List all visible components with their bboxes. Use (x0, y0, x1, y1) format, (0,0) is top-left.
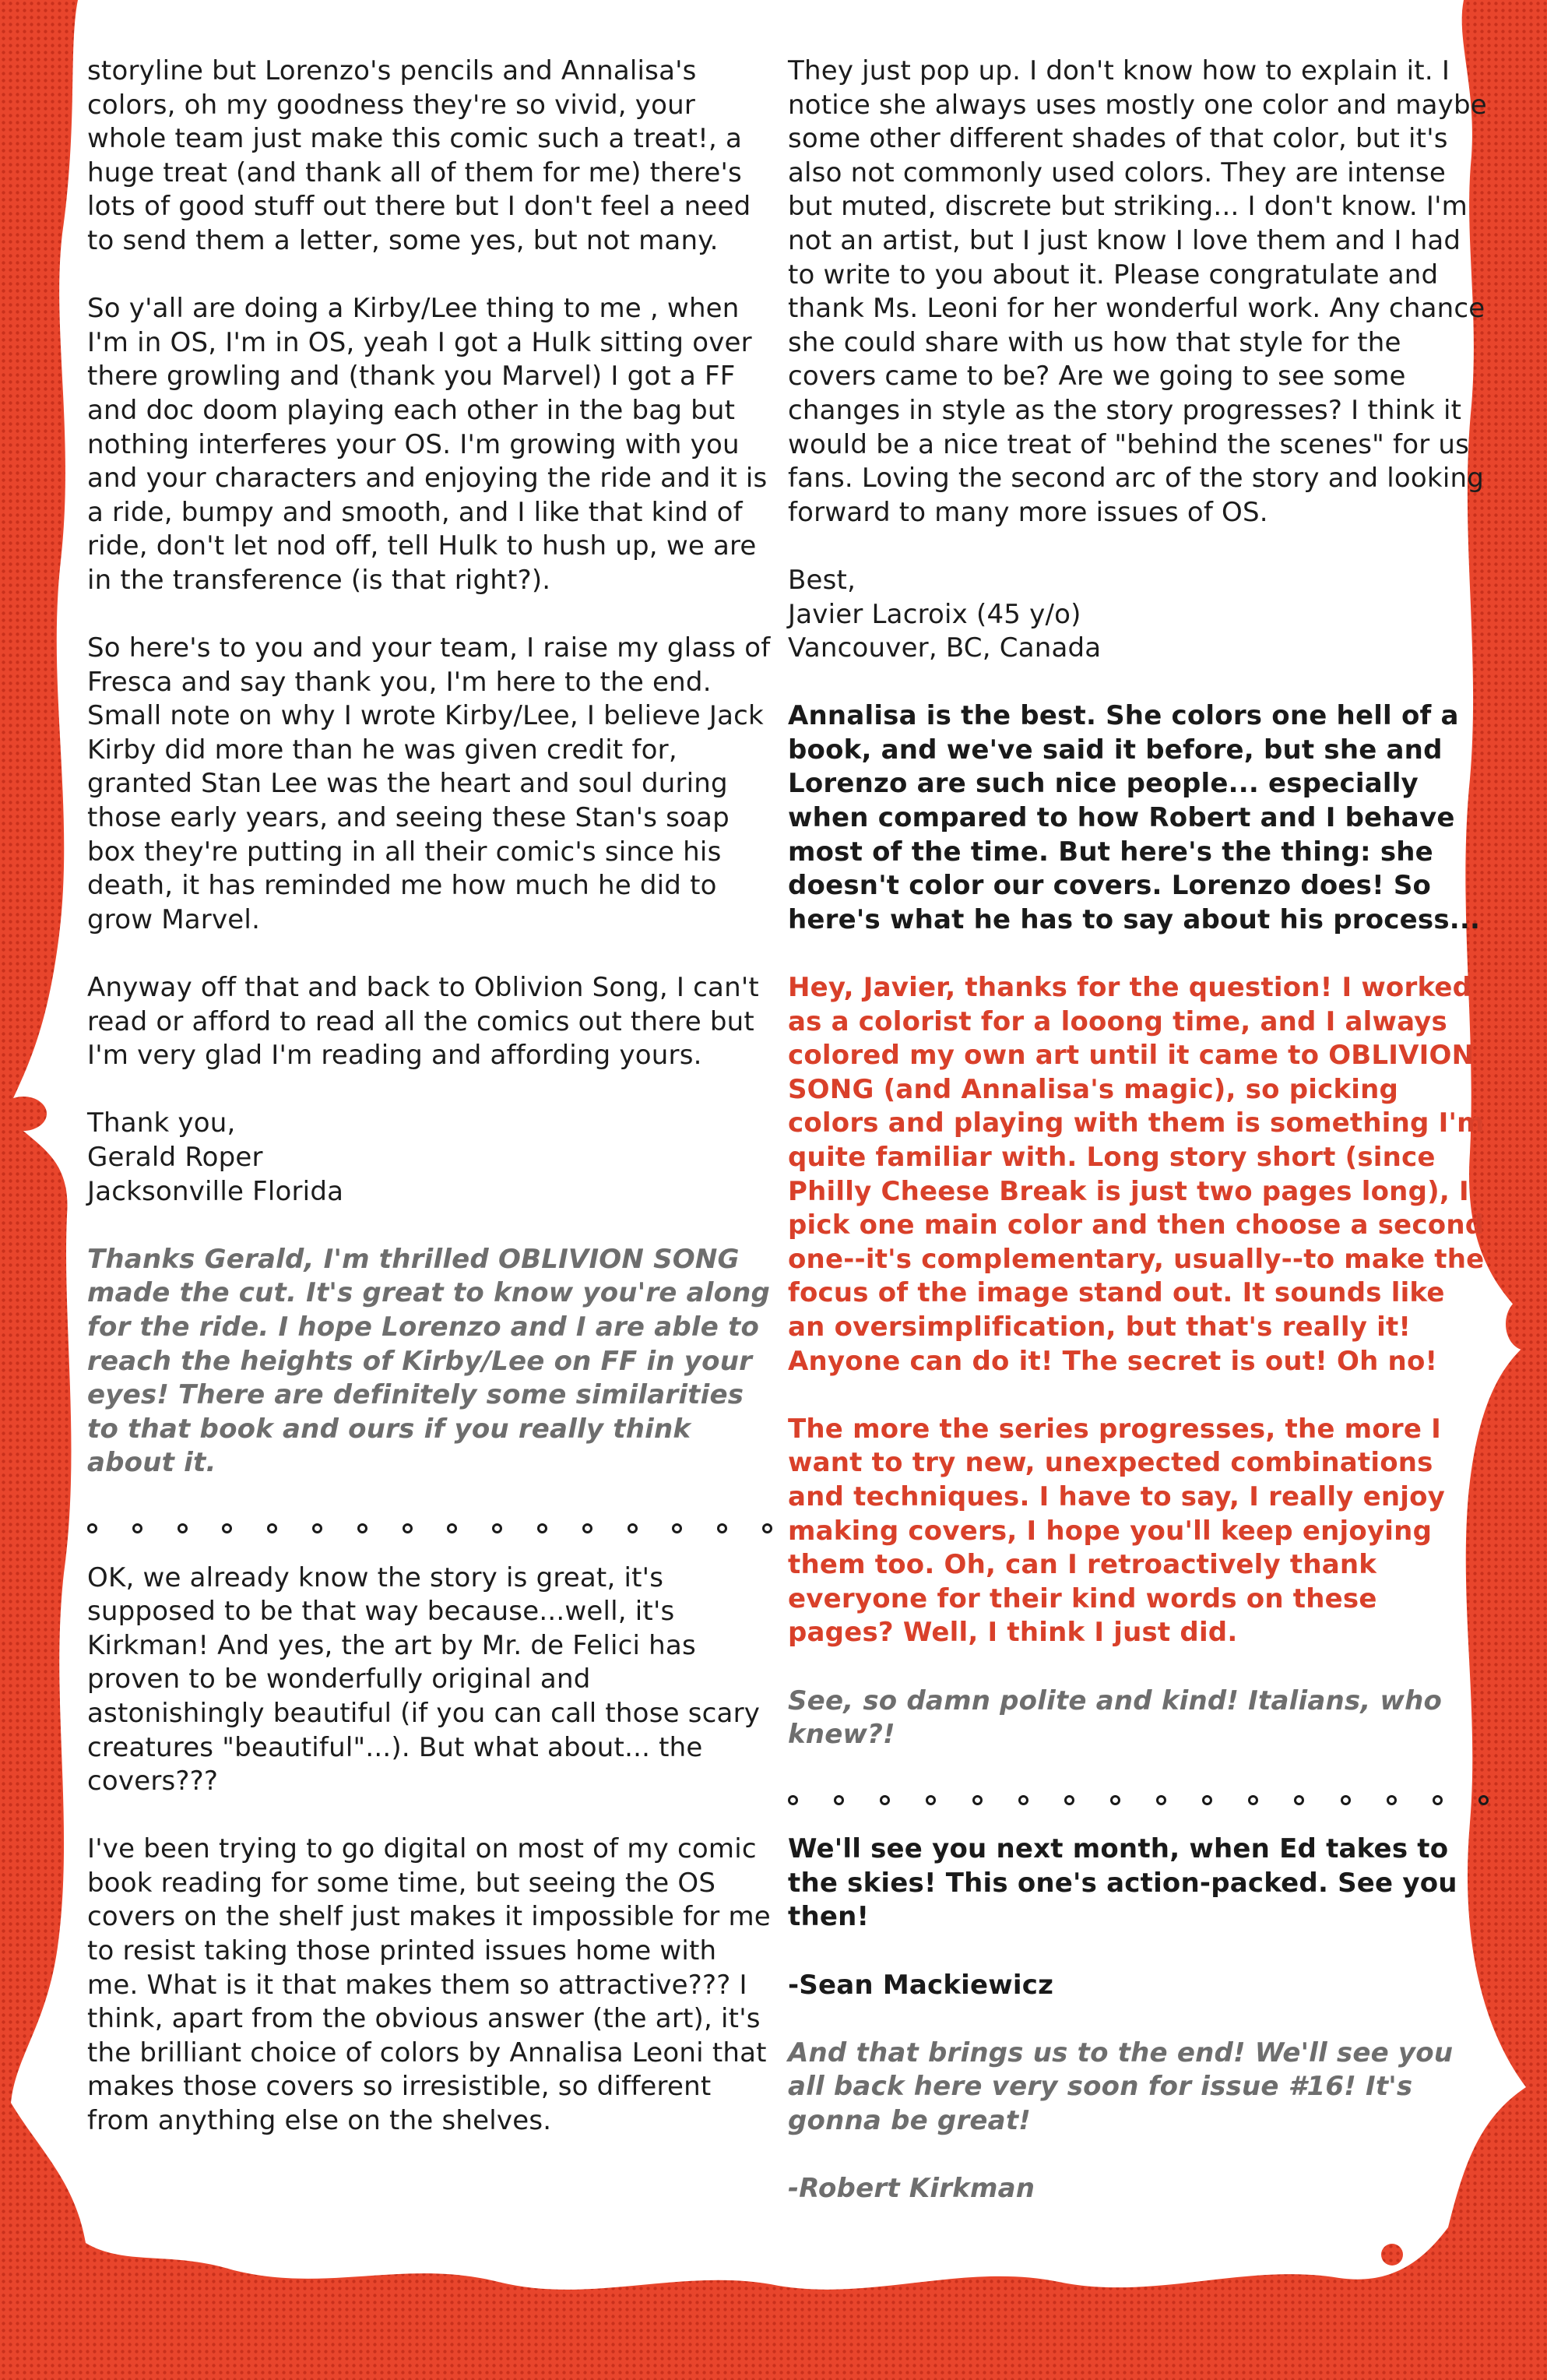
divider-dot (1294, 1795, 1304, 1805)
divider-dot (582, 1523, 592, 1533)
left-column (87, 55, 772, 2172)
splatter-droplet (1381, 2244, 1403, 2266)
divider-dot (1248, 1795, 1258, 1805)
right-column (788, 55, 1489, 2240)
letter2-signature (788, 564, 1489, 666)
divider-dot (1018, 1795, 1028, 1805)
divider-dot (972, 1795, 983, 1805)
divider-dot (1341, 1795, 1351, 1805)
divider-dot (628, 1523, 638, 1533)
divider-dot (178, 1523, 188, 1533)
letter1-paragraph: storyline but Lorenzo's pencils and Annalisa's colors, oh my goodness they're so vivid, your whole team just make this comic such a treat!, a huge treat (and thank all of them for me) there's lots of good stuff out there but I don't feel a need to send them a letter, some yes, but not many. (87, 55, 751, 256)
editor-reply: Annalisa is the best. She colors one hell of a book, and we've said it before, but she and Lorenzo are such nice people... especially when compared to how Robert and I behave most of the time. But here's the thing: she doesn't color our covers. Lorenzo does! So here's what he has to say about his process... (788, 700, 1481, 935)
letter1-sign-off: Thank you, (87, 1107, 236, 1139)
letter2-paragraph: They just pop up. I don't know how to explain it. I notice she always uses mostly one color and maybe some other different shades of that color, but it's also not commonly used colors. They are intense but muted, discrete but striking... I don't know. I'm not an artist, but I just know I love them and I had to write to you about it. Please congratulate and thank Ms. Leoni for her wonderful work. Any chance she could share with us how that style for the covers came to be? Are we going to see some changes in style as the story progresses? I think it would be a nice treat of "behind the scenes" for us fans. Loving the second arc of the story and looking forward to many more issues of OS. (788, 55, 1487, 528)
signature-robert: -Robert Kirkman (788, 2173, 1035, 2205)
letter2-paragraph: I've been trying to go digital on most of my comic book reading for some time, but seeing the OS covers on the shelf just makes it impossible for me to resist taking those printed issues home with me. What is it that makes them so attractive??? I think, apart from the obvious answer (the art), it's the brilliant choice of colors by Annalisa Leoni that makes those covers so irresistible, so different from anything else on the shelves. (87, 1833, 771, 2137)
letter1-name: Gerald Roper (87, 1142, 263, 1173)
divider-dot (222, 1523, 232, 1533)
splatter-droplet (1394, 2293, 1437, 2336)
letter2-sign-off: Best, (788, 564, 856, 596)
letter1-paragraph: Anyway off that and back to Oblivion Song, I can't read or afford to read all the comics out there but I'm very glad I'm reading and affording yours. (87, 972, 759, 1072)
divider-dot (1478, 1795, 1489, 1805)
letter2-location: Vancouver, BC, Canada (788, 632, 1102, 664)
splatter-blob (1506, 1297, 1546, 1350)
divider-dot (1202, 1795, 1212, 1805)
section-divider (788, 1786, 1489, 1814)
divider-dot (312, 1523, 322, 1533)
closing-note: And that brings us to the end! We'll see you all back here very soon for issue #16! It's gonna be great! (788, 2037, 1454, 2137)
divider-dot (762, 1523, 772, 1533)
letter1-paragraph: So here's to you and your team, I raise my glass of Fresca and say thank you, I'm here to the end. Small note on why I wrote Kirby/Lee, I believe Jack Kirby did more than he was given credit for, granted Stan Lee was the heart and soul during those early years, and seeing these Stan's soap box they're putting in all their comic's since his death, it has reminded me how much he did to grow Marvel. (87, 632, 771, 935)
splatter-droplet (149, 2305, 178, 2333)
divider-dot (834, 1795, 844, 1805)
editor-reply: See, so damn polite and kind! Italians, who knew?! (788, 1685, 1443, 1751)
divider-dot (267, 1523, 277, 1533)
divider-dot (403, 1523, 413, 1533)
divider-dot (537, 1523, 547, 1533)
artist-reply: The more the series progresses, the more I want to try new, unexpected combinations and techniques. I have to say, I really enjoy making covers, I hope you'll keep enjoying them too. Oh, can I retroactively thank everyone for their kind words on these pages? Well, I think I just did. (788, 1413, 1446, 1649)
divider-dot (926, 1795, 936, 1805)
divider-dot (1433, 1795, 1443, 1805)
divider-dot (1156, 1795, 1166, 1805)
divider-dot (788, 1795, 798, 1805)
divider-dot (87, 1523, 97, 1533)
divider-dot (132, 1523, 142, 1533)
divider-dot (492, 1523, 502, 1533)
signature-sean: -Sean Mackiewicz (788, 1969, 1054, 2001)
letter1-signature (87, 1107, 772, 1209)
divider-dot (447, 1523, 457, 1533)
divider-dot (672, 1523, 682, 1533)
letter2-paragraph: OK, we already know the story is great, it's supposed to be that way because...well, it's Kirkman! And yes, the art by Mr. de Felici has proven to be wonderfully original and astonishingly beautiful (if you can call those scary creatures "beautiful"...). But what about... the covers??? (87, 1561, 761, 1797)
divider-dot (1387, 1795, 1397, 1805)
splatter-blob (0, 1097, 47, 1131)
divider-dot (1064, 1795, 1074, 1805)
divider-dot (357, 1523, 367, 1533)
letter1-paragraph: So y'all are doing a Kirby/Lee thing to me , when I'm in OS, I'm in OS, yeah I got a Hulk sitting over there growling and (thank you Marvel) I got a FF and doc doom playing each other in the bag but nothing interferes your OS. I'm growing with you and your characters and enjoying the ride and it is a ride, bumpy and smooth, and I like that kind of ride, don't let nod off, tell Hulk to hush up, we are in the transference (is that right?). (87, 293, 768, 596)
letter1-location: Jacksonville Florida (87, 1175, 344, 1207)
artist-reply: Hey, Javier, thanks for the question! I worked as a colorist for a looong time, and I always colored my own art until it came to OBLIVION SONG (and Annalisa's magic), so picking colors and playing with them is something I'm quite familiar with. Long story short (since Philly Cheese Break is just two pages long), I pick one main color and then choose a second one--it's complementary, usually--to make the focus of the image stand out. It sounds like an oversimplification, but that's really it! Anyone can do it! The secret is out! Oh no! (788, 972, 1485, 1377)
section-divider (87, 1515, 772, 1543)
letter2-name: Javier Lacroix (45 y/o) (788, 598, 1081, 630)
divider-dot (717, 1523, 727, 1533)
closing-note: We'll see you next month, when Ed takes to the skies! This one's action-packed. See you then! (788, 1833, 1457, 1933)
divider-dot (880, 1795, 890, 1805)
editor-reply: Thanks Gerald, I'm thrilled OBLIVION SONG made the cut. It's great to know you're along for the ride. I hope Lorenzo and I are able to reach the heights of Kirby/Lee on FF in your eyes! There are definitely some similarities to that book and ours if you really think about it. (87, 1243, 771, 1479)
divider-dot (1110, 1795, 1120, 1805)
